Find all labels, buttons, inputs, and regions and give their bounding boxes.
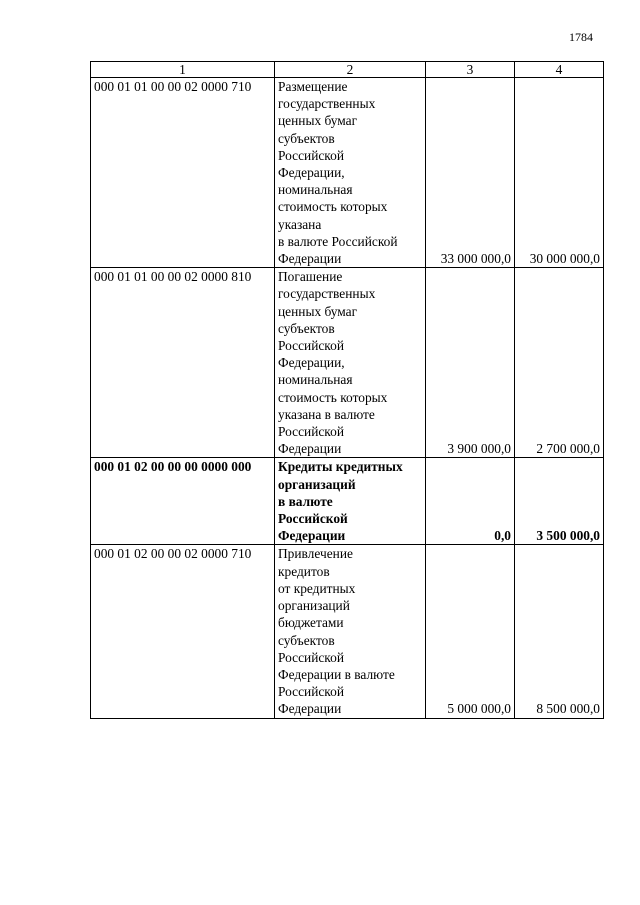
item-name-cell: Кредиты кредитных организаций в валюте Российской Федерации (275, 458, 426, 545)
table-header-row (91, 62, 604, 78)
value-column-4-cell: 8 500 000,0 (515, 545, 604, 718)
budget-code-cell: 000 01 02 00 00 02 0000 710 (91, 545, 275, 718)
column-header-1: 1 (91, 62, 275, 78)
value-column-4-cell: 3 500 000,0 (515, 458, 604, 545)
value-column-4-cell: 2 700 000,0 (515, 268, 604, 458)
item-name-cell: Погашение государственных ценных бумаг субъектов Российской Федерации, номинальная стоимость которых указана в валюте Российской Федерации (275, 268, 426, 458)
budget-code-cell: 000 01 01 00 00 02 0000 810 (91, 268, 275, 458)
budget-code-cell: 000 01 01 00 00 02 0000 710 (91, 78, 275, 268)
value-column-3-cell: 0,0 (426, 458, 515, 545)
column-header-2: 2 (275, 62, 426, 78)
value-column-4-cell: 30 000 000,0 (515, 78, 604, 268)
value-column-3-cell: 3 900 000,0 (426, 268, 515, 458)
table-row (91, 268, 604, 458)
page-number: 1784 (569, 30, 593, 44)
table-row (91, 78, 604, 268)
value-column-3-cell: 5 000 000,0 (426, 545, 515, 718)
table-row (91, 545, 604, 718)
item-name-cell: Привлечение кредитов от кредитных организаций бюджетами субъектов Российской Федерации в валюте Российской Федерации (275, 545, 426, 718)
budget-code-cell: 000 01 02 00 00 00 0000 000 (91, 458, 275, 545)
column-header-3: 3 (426, 62, 515, 78)
value-column-3-cell: 33 000 000,0 (426, 78, 515, 268)
budget-sources-table (90, 61, 604, 719)
table-row-group-total (91, 458, 604, 545)
item-name-cell: Размещение государственных ценных бумаг субъектов Российской Федерации, номинальная стоимость которых указана в валюте Российской Федерации (275, 78, 426, 268)
column-header-4: 4 (515, 62, 604, 78)
